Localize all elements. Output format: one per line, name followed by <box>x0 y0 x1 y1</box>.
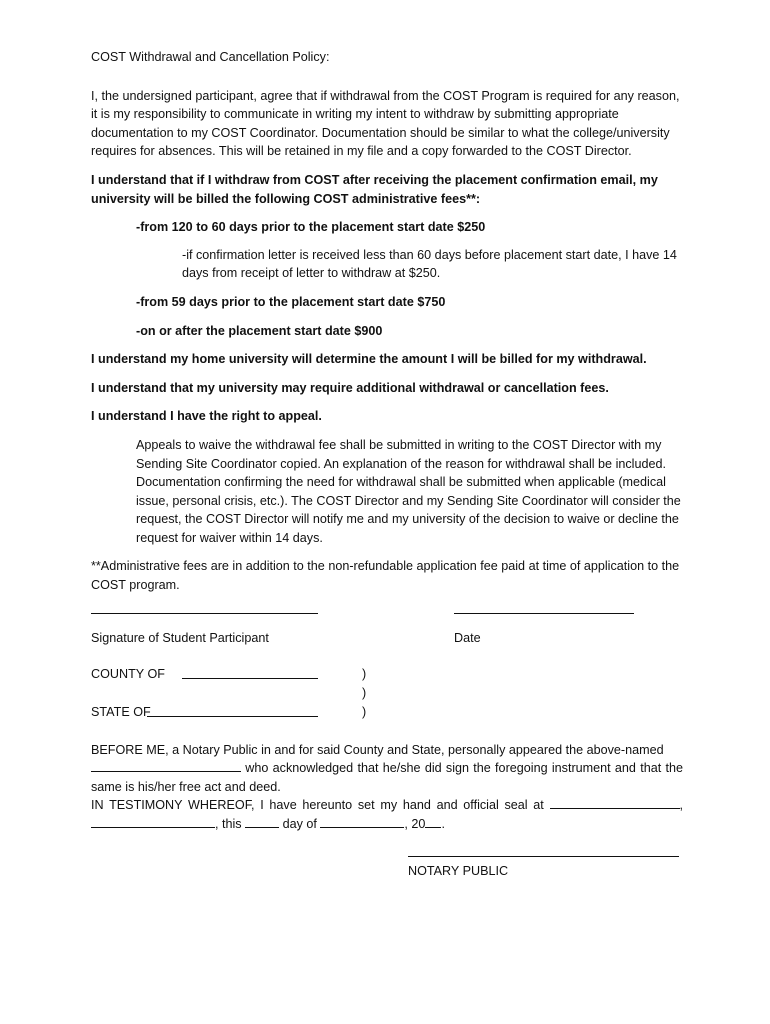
date-label: Date <box>454 630 481 645</box>
appeals-paragraph: Appeals to waive the withdrawal fee shall be submitted in writing to the COST Director with my Sending Site Coordinator copied. An explanation of the reason for withdrawal shall be included. Documentation confirming the need for withdrawal shall be submitted when applicable (medical issue, personal crisis, etc.). The COST Director and my Sending Site Coordinator will consider the request, the COST Director will notify me and my university of the decision to waive or decline the request for waiver within 14 days. <box>136 437 681 545</box>
fee-item-59-days: -from 59 days prior to the placement start date $750 <box>136 294 446 309</box>
state-label: STATE OF <box>91 704 151 719</box>
signature-row <box>91 599 683 655</box>
paren-2: ) <box>362 685 367 700</box>
this-text: , this <box>215 817 242 832</box>
year-text: , 20 <box>404 817 426 832</box>
understand-fees-statement: I understand that if I withdraw from COST after receiving the placement confirmation email, my university will be billed the following COST administrative fees**: <box>91 172 658 206</box>
intro-paragraph: I, the undersigned participant, agree that if withdrawal from the COST Program is required for any reason, it is my responsibility to communicate in writing my intent to withdraw by submitting appropriate documentation to my COST Coordinator. Documentation should be similar to what the college/university requires for absences. This will be retained in my file and a copy forwarded to the COST Director. <box>91 88 680 159</box>
notary-public-label: NOTARY PUBLIC <box>408 863 509 878</box>
date-line[interactable] <box>454 613 634 614</box>
notary-paragraph <box>91 741 683 834</box>
testimony-text: IN TESTIMONY WHEREOF, I have hereunto set my hand and official seal at <box>91 798 544 813</box>
fee-item-120-60-days: -from 120 to 60 days prior to the placement start date $250 <box>136 220 486 235</box>
acknowledged-text: who acknowledged that he/she did sign the foregoing instrument and that the same is his/her free act and deed. <box>91 761 683 794</box>
seal-location-blank[interactable] <box>550 796 680 809</box>
period: . <box>441 817 445 832</box>
testimony-line <box>91 796 683 815</box>
notary-signature-line[interactable] <box>408 856 679 857</box>
county-line[interactable] <box>182 678 318 679</box>
month-blank[interactable] <box>320 815 404 828</box>
day-of-text: day of <box>282 817 317 832</box>
understand-additional-fees: I understand that my university may require additional withdrawal or cancellation fees. <box>91 380 609 395</box>
understand-right-to-appeal: I understand I have the right to appeal. <box>91 409 322 424</box>
paren-3: ) <box>362 704 367 719</box>
student-signature-line[interactable] <box>91 613 318 614</box>
appeared-name-blank[interactable] <box>91 759 241 772</box>
administrative-fees-note: **Administrative fees are in addition to the non-refundable application fee paid at time of application to the COST program. <box>91 559 680 593</box>
paren-1: ) <box>362 666 367 681</box>
policy-document <box>91 44 683 896</box>
date-line-notary <box>91 815 683 834</box>
fee-item-on-or-after: -on or after the placement start date $900 <box>136 323 383 338</box>
understand-home-university: I understand my home university will determine the amount I will be billed for my withdrawal. <box>91 352 647 367</box>
acknowledged-line <box>91 759 683 796</box>
place-blank[interactable] <box>91 815 215 828</box>
notary-signature-block <box>91 846 683 896</box>
comma: , <box>679 798 684 813</box>
before-me-line: BEFORE ME, a Notary Public in and for said County and State, personally appeared the above-named <box>91 742 664 757</box>
county-label: COUNTY OF <box>91 666 165 681</box>
student-signature-label: Signature of Student Participant <box>91 630 269 645</box>
fee-note-confirmation-letter: -if confirmation letter is received less than 60 days before placement start date, I have 14 days from receipt of letter to withdraw at $250. <box>182 247 677 281</box>
day-blank[interactable] <box>245 815 279 828</box>
document-title: COST Withdrawal and Cancellation Policy: <box>91 50 330 64</box>
year-blank[interactable] <box>425 815 441 828</box>
state-line[interactable] <box>147 716 318 717</box>
county-state-block <box>91 665 683 725</box>
